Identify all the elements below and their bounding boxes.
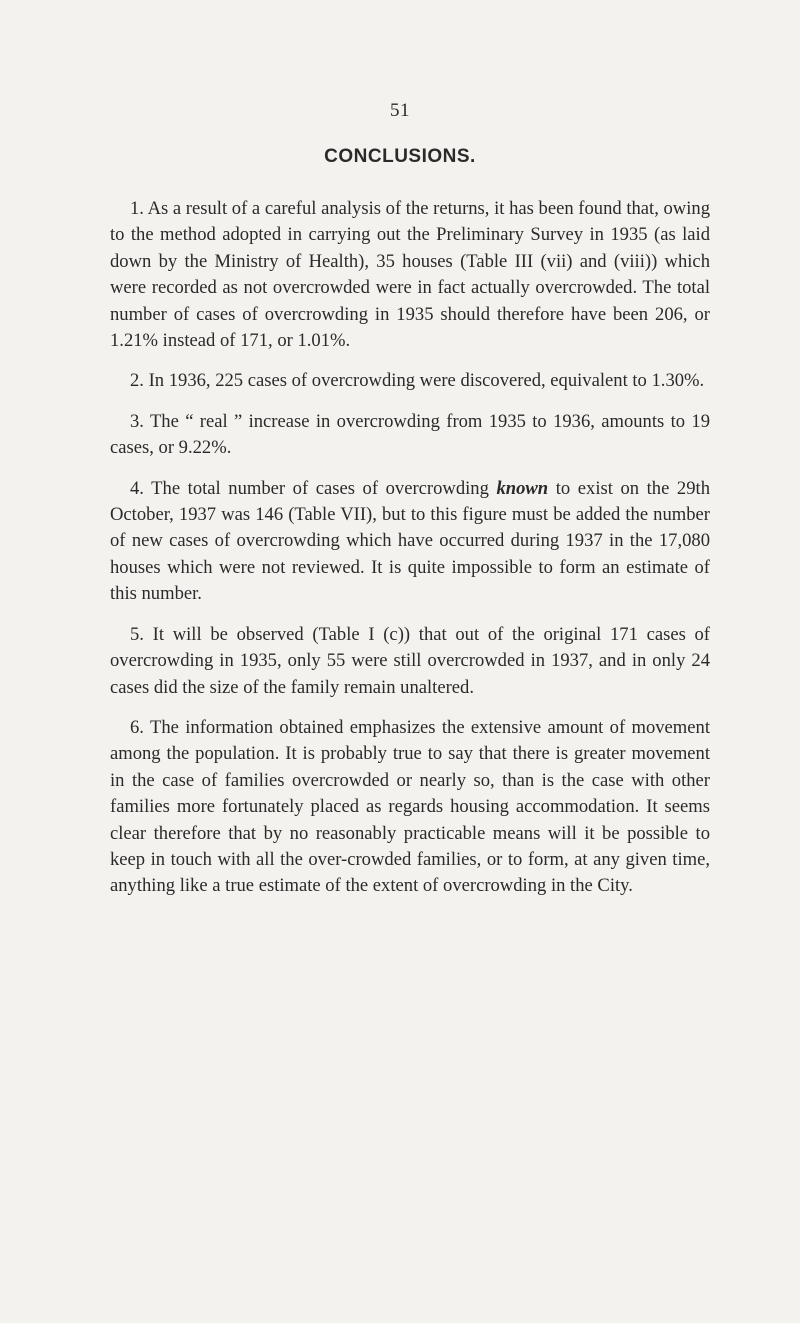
body-text xyxy=(110,196,710,914)
paragraph-6: 6. The information obtained emphasizes the extensive amount of movement among the population. It is probably true to say that there is greater movement in the case of families overcrowded or nearly so, than is the case with other families more fortunately placed as regards housing accommodation. It seems clear therefore that by no reasonably practicable means will it be possible to keep in touch with all the over-crowded families, or to form, at any given time, anything like a true estimate of the extent of overcrowding in the City. xyxy=(110,716,710,897)
page-title: CONCLUSIONS. xyxy=(324,146,476,167)
paragraph-4-emphasis: known xyxy=(496,477,549,499)
paragraph-5: 5. It will be observed (Table I (c)) that out of the original 171 cases of overcrowding in 1935, only 55 were still overcrowded in 1937, and in only 24 cases did the size of the family remain unaltered. xyxy=(110,623,710,698)
paragraph-2: 2. In 1936, 225 cases of overcrowding were discovered, equivalent to 1.30%. xyxy=(130,370,705,392)
paragraph-1: 1. As a result of a careful analysis of the returns, it has been found that, owing to the method adopted in carrying out the Preliminary Survey in 1935 (as laid down by the Ministry of Health), 35 houses (Table III (vii) and (viii)) which were recorded as not overcrowded were in fact actually overcrowded. The total number of cases of overcrowding in 1935 should therefore have been 206, or 1.21% instead of 171, or 1.01%. xyxy=(110,198,710,352)
paragraph-4-before: 4. The total number of cases of overcrowding xyxy=(130,477,497,499)
paragraph-4 xyxy=(110,476,710,608)
page-number: 51 xyxy=(390,100,410,121)
paragraph-3: 3. The “ real ” increase in overcrowding from 1935 to 1936, amounts to 19 cases, or 9.22%. xyxy=(110,410,710,459)
paragraph-4-after: to exist on the 29th October, 1937 was 146 (Table VII), but to this figure must be added the number of new cases of overcrowding which have occurred during 1937 in the 17,080 houses which were not reviewed. It is quite impossible to form an estimate of this number. xyxy=(110,477,710,605)
